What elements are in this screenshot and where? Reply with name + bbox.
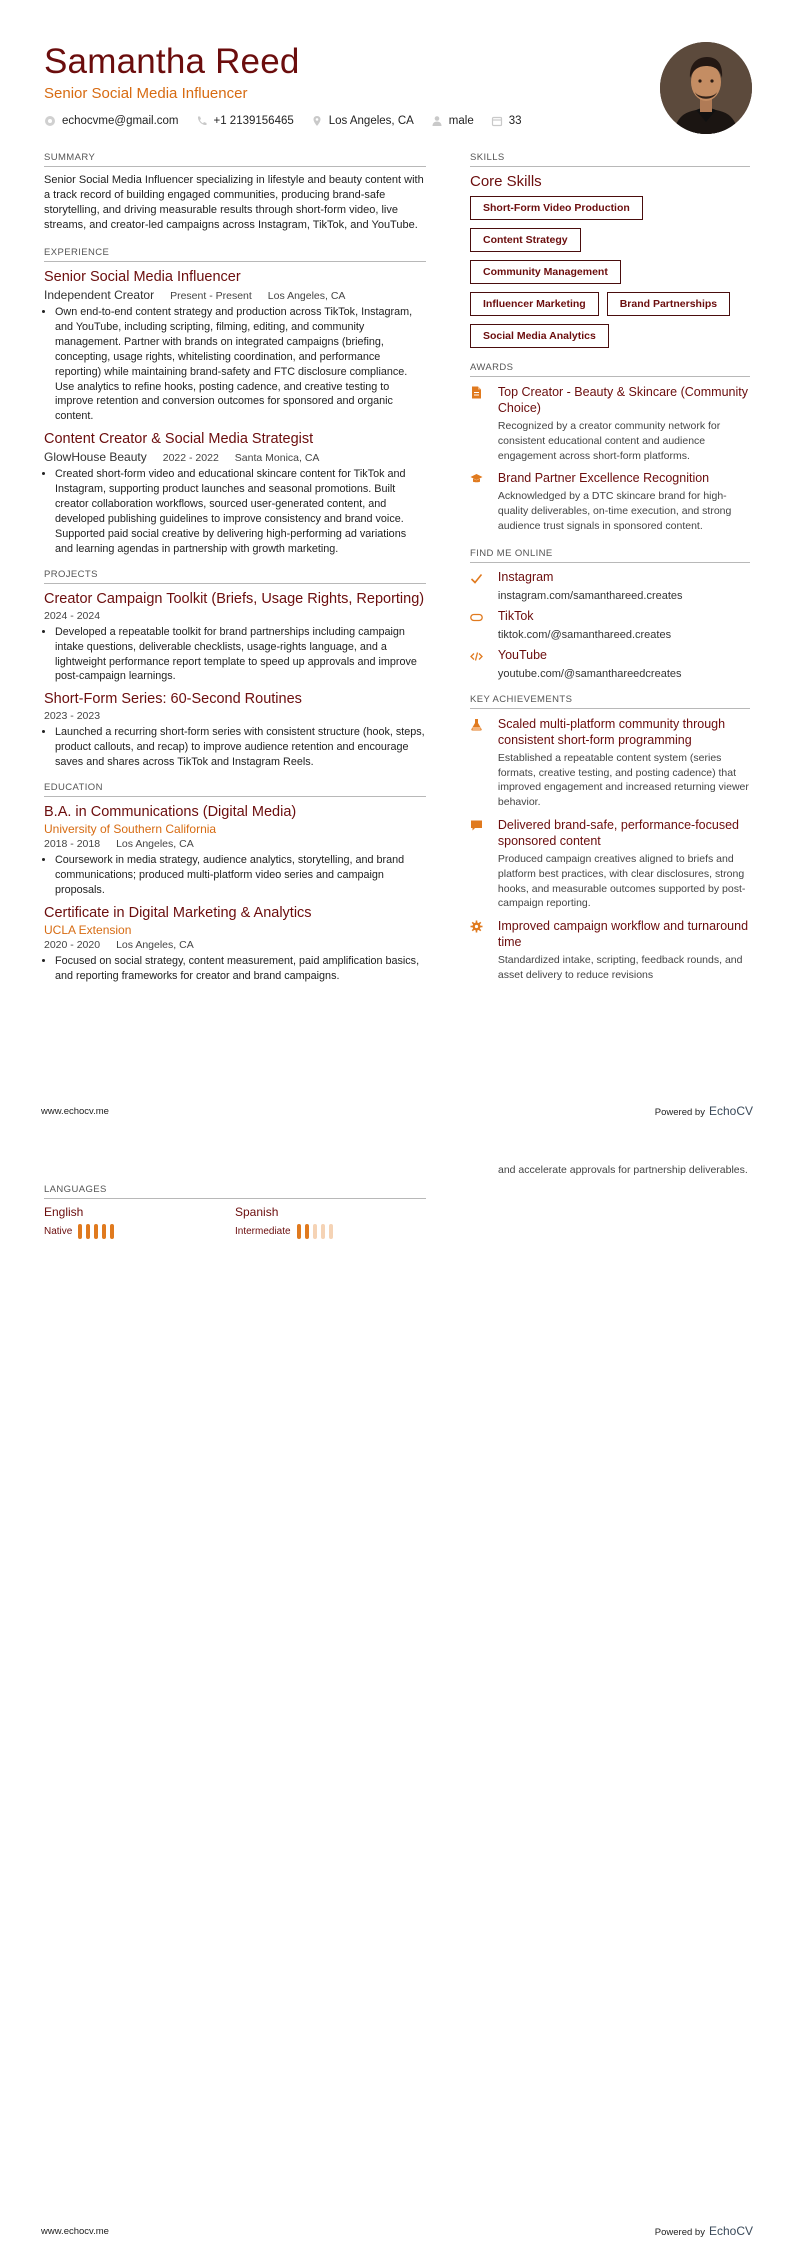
right-column bbox=[470, 152, 750, 983]
achievement-description: Established a repeatable content system (series formats, creative testing, and posting cadence) that improved engagement and increased returning viewer behavior. bbox=[497, 751, 749, 809]
bullet-item: • Launched a recurring short-form series with consistent structure (hook, steps, product callouts, and recap) to improve audience retention and encourage saves and shares across TikTok and Instagram Reels. bbox=[55, 725, 426, 770]
social-name: YouTube bbox=[497, 647, 548, 662]
achievement-title: Scaled multi-platform community through consistent short-form programming bbox=[497, 716, 726, 747]
social-name: Instagram bbox=[497, 569, 554, 584]
achievement-item bbox=[470, 817, 750, 911]
experience-section bbox=[44, 247, 426, 557]
candidate-name: Samantha Reed bbox=[44, 42, 300, 81]
education-bullets bbox=[44, 853, 426, 898]
contact-age bbox=[491, 115, 522, 127]
experience-title: Content Creator & Social Media Strategist bbox=[44, 431, 314, 448]
footer-powered-label: Powered by bbox=[654, 1107, 705, 1118]
footer-site[interactable]: www.echocv.me bbox=[41, 2225, 109, 2237]
award-title: Brand Partner Excellence Recognition bbox=[497, 471, 710, 486]
experience-dates: Present - Present bbox=[170, 290, 252, 302]
language-level-row bbox=[44, 1224, 235, 1239]
level-bar bbox=[313, 1224, 317, 1239]
social-section bbox=[470, 548, 750, 680]
language-item bbox=[235, 1205, 426, 1239]
left-column bbox=[44, 152, 426, 996]
check-icon bbox=[470, 570, 484, 602]
level-bar bbox=[321, 1224, 325, 1239]
award-description: Acknowledged by a DTC skincare brand for high-quality deliverables, on-time execution, and strong audience trust signals in sponsored content. bbox=[497, 490, 732, 532]
summary-section bbox=[44, 152, 426, 233]
contact-gender bbox=[431, 115, 474, 127]
email-text: echocvme@gmail.com bbox=[62, 115, 179, 127]
achievement-description-continued: and accelerate approvals for partnership deliverables. bbox=[498, 1164, 748, 1176]
experience-meta bbox=[44, 288, 426, 302]
social-url[interactable]: instagram.com/samanthareed.creates bbox=[497, 589, 683, 602]
page-footer bbox=[41, 1104, 753, 1118]
footer-brand-logo[interactable]: EchoCV bbox=[708, 2224, 753, 2238]
social-item-instagram[interactable] bbox=[470, 570, 750, 602]
experience-company: GlowHouse Beauty bbox=[44, 450, 147, 465]
email-icon bbox=[44, 115, 56, 127]
contact-location bbox=[311, 115, 414, 127]
education-section bbox=[44, 782, 426, 984]
achievement-text bbox=[498, 918, 750, 983]
footer-powered-label: Powered by bbox=[654, 2227, 705, 2238]
section-heading-summary: SUMMARY bbox=[44, 152, 426, 167]
degree-title: Certificate in Digital Marketing & Analytics bbox=[44, 904, 312, 921]
person-icon bbox=[431, 115, 443, 127]
school-name: University of Southern California bbox=[44, 822, 217, 837]
award-description: Recognized by a creator community network for consistent educational content and audience engagement across short-form platforms. bbox=[497, 420, 721, 462]
experience-title: Senior Social Media Influencer bbox=[44, 269, 241, 285]
experience-entry bbox=[44, 430, 426, 556]
level-bar bbox=[110, 1224, 114, 1239]
level-bar bbox=[297, 1224, 301, 1239]
social-text bbox=[498, 609, 750, 641]
achievement-item bbox=[470, 716, 750, 810]
education-bullets bbox=[44, 954, 426, 984]
age-text: 33 bbox=[508, 115, 522, 127]
social-item-tiktok[interactable] bbox=[470, 609, 750, 641]
languages-list bbox=[44, 1205, 426, 1239]
language-name: English bbox=[44, 1205, 84, 1219]
skills-group-title: Core Skills bbox=[470, 173, 542, 190]
bullet-item: • Developed a repeatable toolkit for brand partnerships including campaign intake questions, deliverable checklists, usage-rights language, and a lightweight performance report template to speed up approvals and improve post-campaign learnings. bbox=[55, 625, 426, 685]
bullet-item: • Own end-to-end content strategy and production across TikTok, Instagram, and YouTube, including scripting, filming, editing, and community management. Partner with brands on integrated campaigns (briefing, concepting, usage rights, whitelisting coordination, and performance reporting) while maintaining brand-safety and FTC disclosure compliance. Use analytics to refine hooks, posting cadence, and creative testing to improve retention and conversion outcomes for sponsored and organic content. bbox=[55, 305, 426, 424]
experience-bullets bbox=[44, 467, 426, 556]
language-name: Spanish bbox=[235, 1205, 279, 1219]
section-heading-awards: AWARDS bbox=[470, 362, 750, 377]
skills-list bbox=[470, 196, 750, 348]
level-bar bbox=[329, 1224, 333, 1239]
award-item bbox=[470, 384, 750, 463]
project-dates: 2024 - 2024 bbox=[44, 609, 101, 622]
section-heading-skills: SKILLS bbox=[470, 152, 750, 167]
section-heading-find-me-online: FIND ME ONLINE bbox=[470, 548, 750, 563]
languages-section bbox=[44, 1184, 426, 1239]
bullet-item: • Coursework in media strategy, audience analytics, storytelling, and brand communications; produced multi-platform video series and campaign proposals. bbox=[55, 853, 426, 898]
achievements-section bbox=[470, 694, 750, 983]
language-level-bars bbox=[297, 1224, 337, 1239]
level-bar bbox=[102, 1224, 106, 1239]
level-bar bbox=[94, 1224, 98, 1239]
education-meta bbox=[44, 838, 426, 850]
skill-tag: Brand Partnerships bbox=[607, 292, 730, 316]
education-dates: 2020 - 2020 bbox=[44, 938, 101, 951]
location-text: Los Angeles, CA bbox=[328, 115, 414, 127]
level-bar bbox=[78, 1224, 82, 1239]
projects-section bbox=[44, 569, 426, 770]
project-meta bbox=[44, 710, 426, 722]
achievement-text bbox=[498, 716, 750, 810]
section-heading-experience: EXPERIENCE bbox=[44, 247, 426, 262]
phone-icon bbox=[196, 115, 208, 127]
project-title: Short-Form Series: 60-Second Routines bbox=[44, 691, 302, 708]
language-level-row bbox=[235, 1224, 426, 1239]
experience-location: Santa Monica, CA bbox=[234, 452, 320, 465]
gear-icon bbox=[470, 918, 484, 983]
skill-tag: Social Media Analytics bbox=[470, 324, 609, 348]
language-level-bars bbox=[78, 1224, 118, 1239]
language-level: Native bbox=[44, 1226, 73, 1237]
award-text bbox=[498, 470, 750, 533]
social-name: TikTok bbox=[497, 608, 534, 623]
skill-tag: Influencer Marketing bbox=[470, 292, 599, 316]
footer-site[interactable]: www.echocv.me bbox=[41, 1105, 109, 1117]
flask-icon bbox=[470, 716, 484, 810]
achievement-item bbox=[470, 918, 750, 983]
project-bullets bbox=[44, 625, 426, 685]
experience-meta bbox=[44, 450, 426, 464]
contact-row bbox=[44, 115, 664, 127]
education-location: Los Angeles, CA bbox=[116, 838, 194, 851]
social-url[interactable]: tiktok.com/@samanthareed.creates bbox=[497, 628, 672, 641]
graduation-cap-icon bbox=[470, 470, 484, 533]
bullet-item: • Created short-form video and educational skincare content for TikTok and Instagram, supporting product launches and seasonal promotions. Built creator collaboration workflows, sourced user-generated content, and developed publishing guidelines to improve consistency and brand voice. Supported paid social creative by delivering high-performing ad variations and learning agendas in partnership with growth marketing. bbox=[55, 467, 426, 556]
page-footer bbox=[41, 2224, 753, 2238]
avatar bbox=[660, 42, 752, 134]
summary-text: Senior Social Media Influencer specializing in lifestyle and beauty content with a track record of building engaged communities, producing brand-safe storytelling, and driving measurable results through short-form video, live streams, and creator-led campaigns across Instagram, TikTok, and YouTube. bbox=[44, 174, 424, 231]
skill-tag: Community Management bbox=[470, 260, 621, 284]
footer-powered bbox=[655, 2224, 753, 2238]
chat-bubble-icon bbox=[470, 817, 484, 911]
language-item bbox=[44, 1205, 235, 1239]
achievement-title: Improved campaign workflow and turnaround time bbox=[497, 919, 749, 950]
social-text bbox=[498, 570, 750, 602]
calendar-icon bbox=[491, 115, 503, 127]
pill-icon bbox=[470, 609, 484, 641]
education-entry bbox=[44, 803, 426, 898]
document-icon bbox=[470, 384, 484, 463]
achievement-description: Produced campaign creatives aligned to briefs and platform best practices, with clear disclosures, strong hooks, and measurable outcomes supported by post-campaign reporting. bbox=[497, 852, 746, 910]
school-name: UCLA Extension bbox=[44, 922, 132, 937]
achievement-description: Standardized intake, scripting, feedback rounds, and asset delivery to reduce revisions bbox=[497, 954, 743, 981]
experience-bullets bbox=[44, 305, 426, 424]
experience-dates: 2022 - 2022 bbox=[162, 452, 219, 465]
footer-powered bbox=[655, 1104, 753, 1118]
level-bar bbox=[86, 1224, 90, 1239]
social-text bbox=[498, 648, 750, 680]
phone-text: +1 2139156465 bbox=[213, 115, 294, 127]
code-icon bbox=[470, 648, 484, 680]
award-title: Top Creator - Beauty & Skincare (Community Choice) bbox=[497, 385, 748, 415]
resume-header bbox=[44, 42, 664, 127]
project-entry bbox=[44, 690, 426, 770]
awards-section bbox=[470, 362, 750, 534]
education-entry bbox=[44, 904, 426, 984]
experience-entry bbox=[44, 268, 426, 424]
experience-company: Independent Creator bbox=[44, 288, 155, 302]
project-dates: 2023 - 2023 bbox=[44, 710, 101, 723]
candidate-title: Senior Social Media Influencer bbox=[44, 85, 248, 102]
skill-tag: Content Strategy bbox=[470, 228, 581, 252]
education-location: Los Angeles, CA bbox=[116, 938, 194, 951]
social-url[interactable]: youtube.com/@samanthareedcreates bbox=[497, 667, 682, 680]
section-heading-languages: LANGUAGES bbox=[44, 1184, 426, 1199]
education-dates: 2018 - 2018 bbox=[44, 838, 101, 851]
level-bar bbox=[305, 1224, 309, 1239]
degree-title: B.A. in Communications (Digital Media) bbox=[44, 804, 297, 821]
footer-brand-logo[interactable]: EchoCV bbox=[708, 1104, 753, 1118]
project-bullets bbox=[44, 725, 426, 770]
skill-tag: Short-Form Video Production bbox=[470, 196, 643, 220]
achievement-title: Delivered brand-safe, performance-focused sponsored content bbox=[497, 817, 739, 848]
location-pin-icon bbox=[311, 115, 323, 127]
gender-text: male bbox=[448, 115, 474, 127]
contact-phone[interactable] bbox=[196, 115, 294, 127]
social-item-youtube[interactable] bbox=[470, 648, 750, 680]
section-heading-key-achievements: KEY ACHIEVEMENTS bbox=[470, 694, 750, 709]
skills-section bbox=[470, 152, 750, 348]
project-meta bbox=[44, 610, 426, 622]
language-level: Intermediate bbox=[235, 1226, 291, 1237]
award-item bbox=[470, 470, 750, 533]
project-title: Creator Campaign Toolkit (Briefs, Usage Rights, Reporting) bbox=[44, 590, 425, 607]
section-heading-education: EDUCATION bbox=[44, 782, 426, 797]
bullet-item: • Focused on social strategy, content measurement, paid amplification basics, and reporting frameworks for creator and brand campaigns. bbox=[55, 954, 426, 984]
achievement-text bbox=[498, 817, 750, 911]
experience-location: Los Angeles, CA bbox=[267, 290, 346, 302]
award-text bbox=[498, 384, 750, 463]
project-entry bbox=[44, 590, 426, 685]
contact-email[interactable] bbox=[44, 115, 179, 127]
section-heading-projects: PROJECTS bbox=[44, 569, 426, 584]
education-meta bbox=[44, 939, 426, 951]
